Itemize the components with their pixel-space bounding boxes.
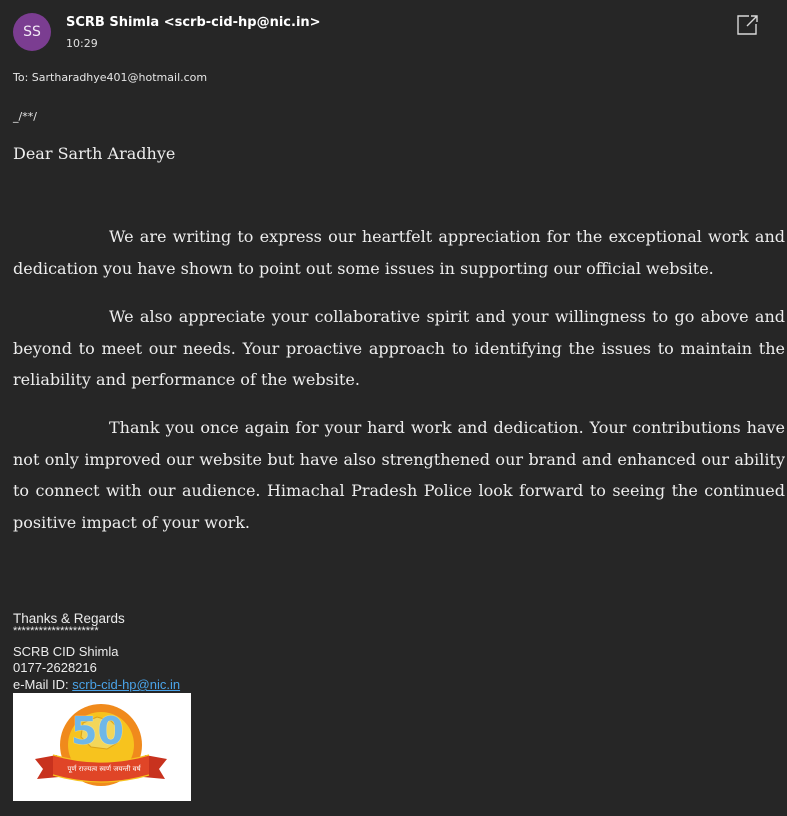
body-marker: _/**/ — [13, 110, 37, 123]
message-time: 10:29 — [66, 37, 98, 50]
signature-email-label: e-Mail ID: — [13, 677, 73, 692]
body-paragraph-2: We also appreciate your collaborative spirit and your willingness to go above and beyond to meet our needs. Your proactive approach to identifying the issues to maintain the reliability and performance of the website. — [13, 307, 785, 389]
signature-closing: Thanks & Regards — [13, 611, 125, 626]
emblem-number: 50 — [71, 709, 124, 753]
himachal-pradesh-50-years-emblem — [13, 693, 191, 801]
signature-office: SCRB CID Shimla — [13, 644, 119, 659]
message-header — [0, 0, 787, 60]
signature-email-link[interactable]: scrb-cid-hp@nic.in — [72, 677, 181, 692]
body-paragraph-1: We are writing to express our heartfelt appreciation for the exceptional work and dedication you have shown to point out some issues in supporting our official website. — [13, 227, 785, 278]
body-paragraph-3: Thank you once again for your hard work and dedication. Your contributions have not only improved our website but have also strengthened our brand and enhanced our ability to connect with our audience. Himachal Pradesh Police look forward to seeing the continued positive impact of your work. — [13, 418, 785, 532]
signature-phone: 0177-2628216 — [13, 660, 97, 675]
sender-name[interactable]: SCRB Shimla <scrb-cid-hp@nic.in> — [66, 15, 321, 30]
signature-email — [13, 677, 180, 692]
recipient-line[interactable]: To: Sartharadhye401@hotmail.com — [13, 71, 208, 84]
open-in-new-window-icon[interactable] — [735, 13, 761, 37]
greeting: Dear Sarth Aradhye — [13, 144, 176, 163]
signature-divider: ******************** — [13, 625, 99, 637]
sender-avatar[interactable]: SS — [13, 13, 51, 51]
emblem-ribbon-text: पूर्ण राज्यत्व स्वर्ण जयन्ती वर्ष — [67, 765, 141, 773]
